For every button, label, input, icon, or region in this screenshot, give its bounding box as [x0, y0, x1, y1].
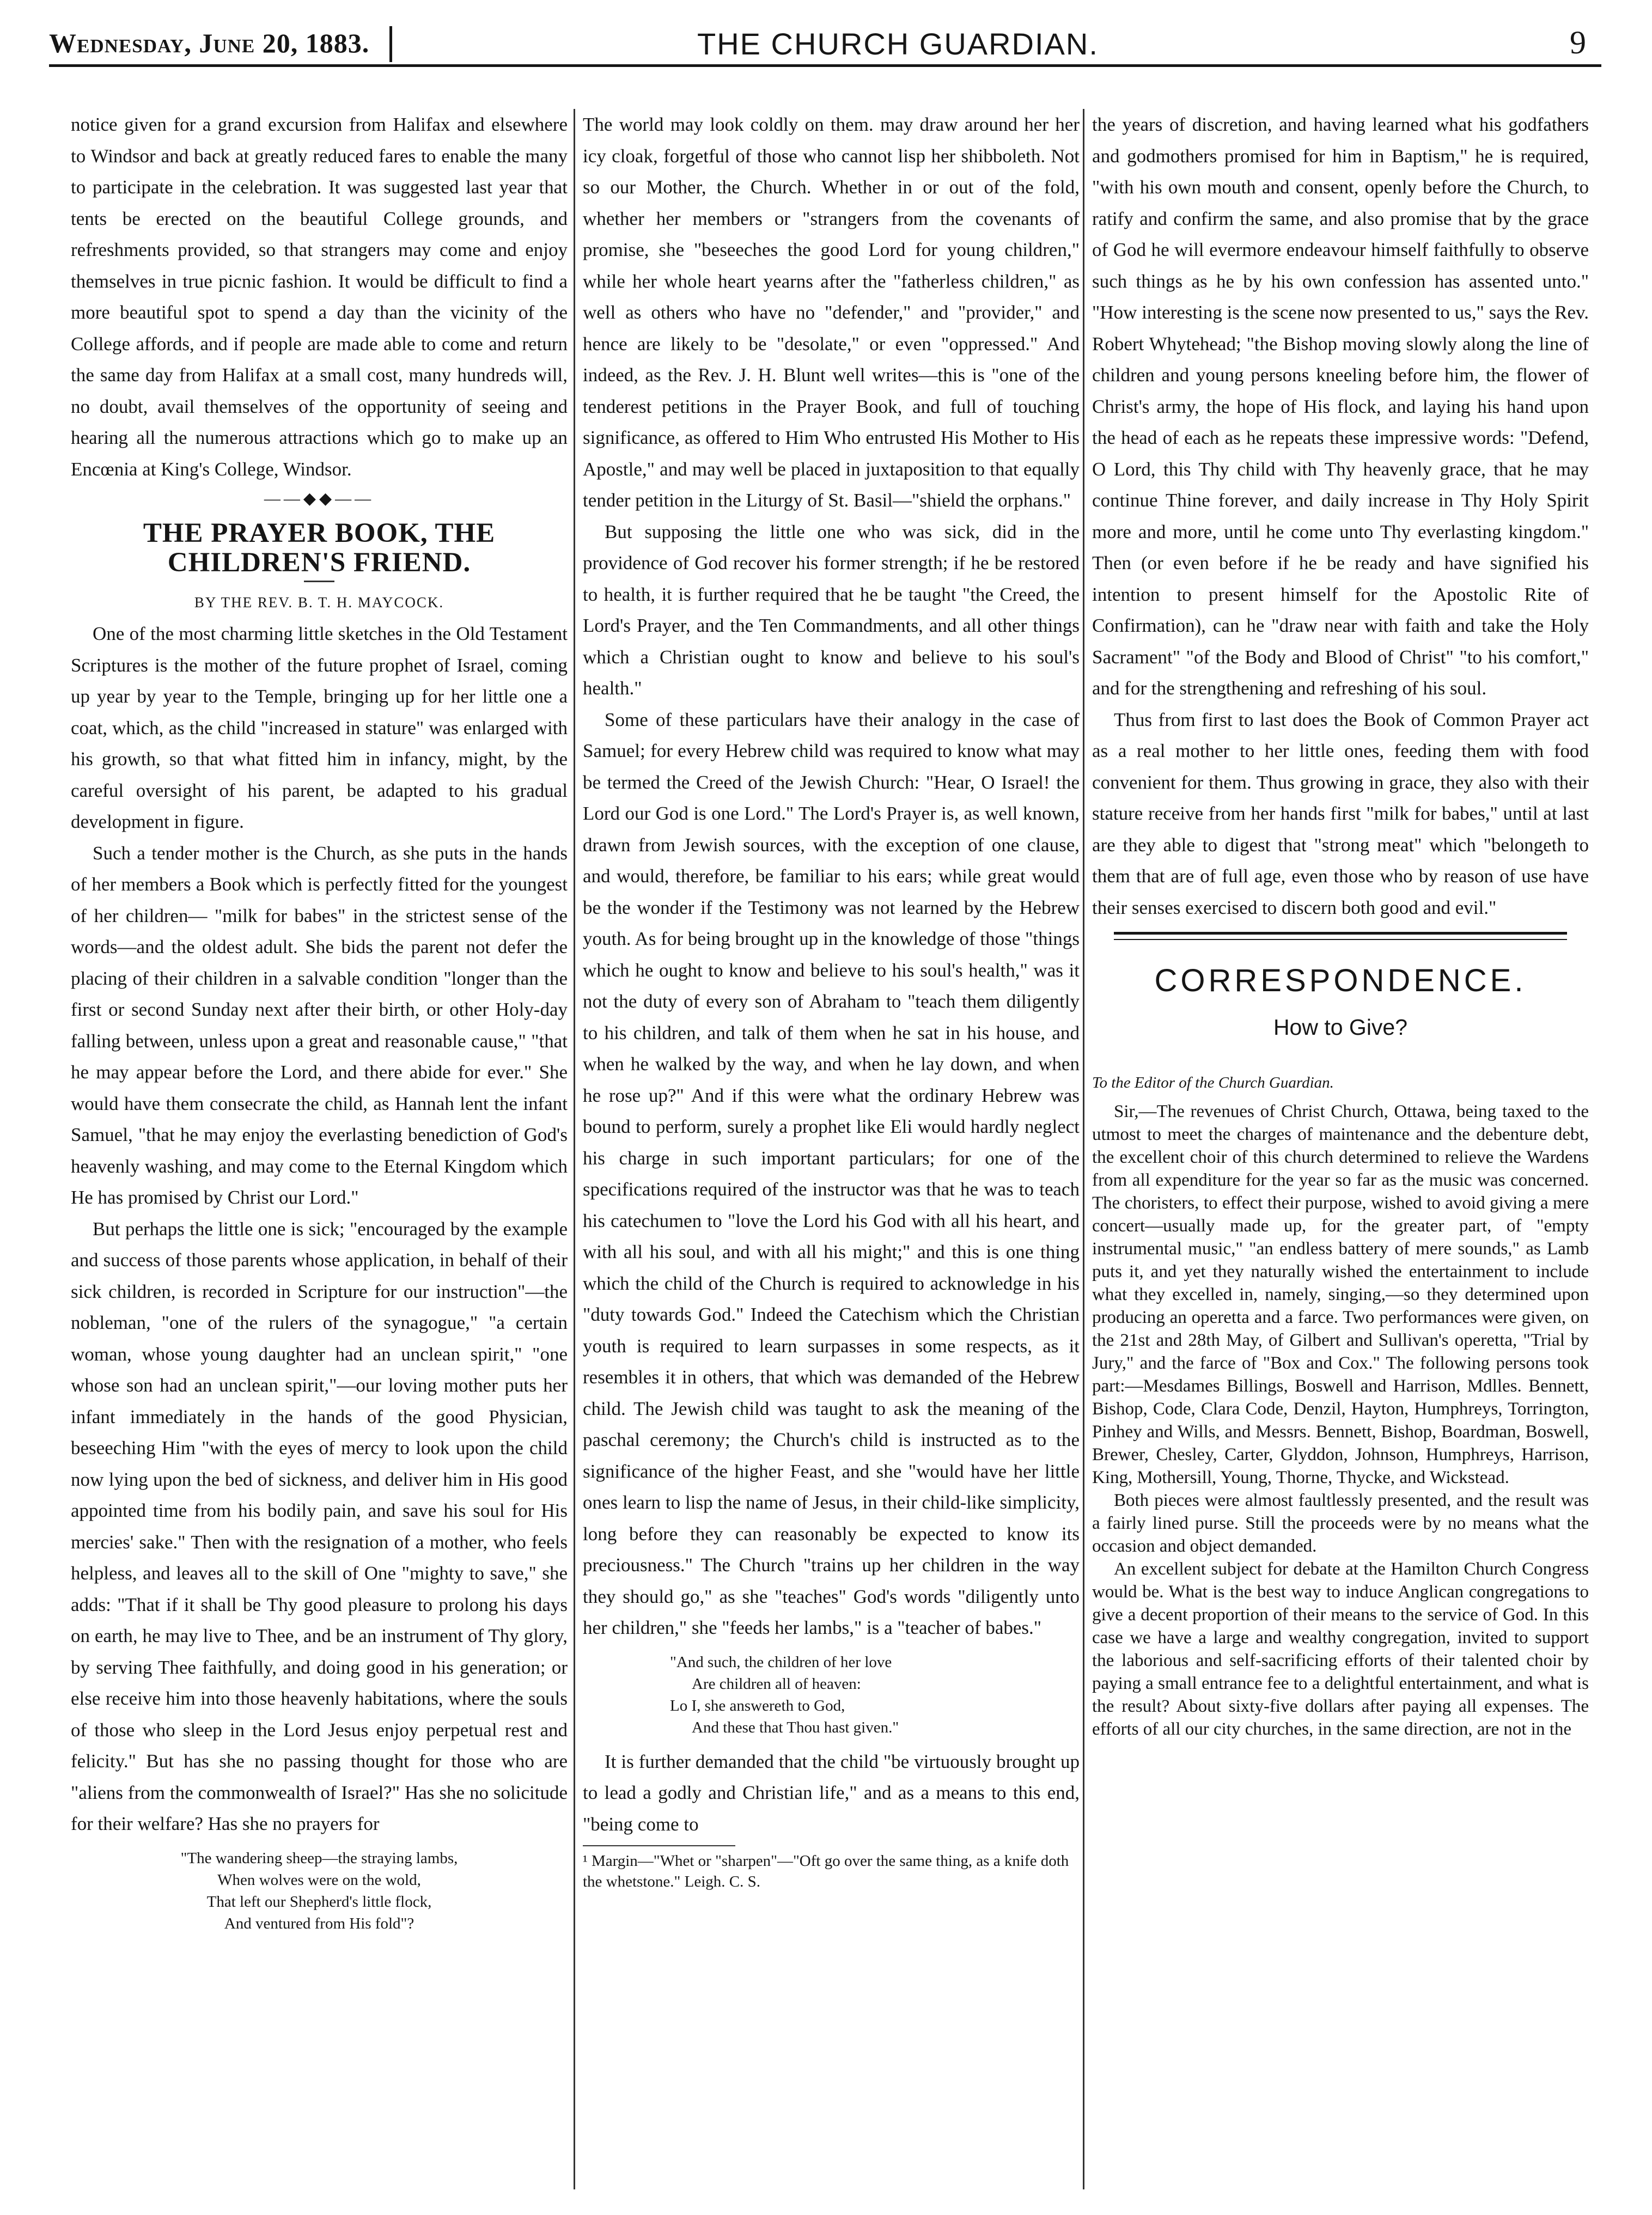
verse-line: That left our Shepherd's little flock, — [206, 1893, 432, 1911]
letter-heading: How to Give? — [1273, 1015, 1408, 1040]
article-paragraph: The world may look coldly on them. may draw around her her icy cloak, forgetful of those who cannot lisp her shibboleth. Not so our Mother, the Church. Whether in or out of the fold, whether her members or "strangers from the covenants of promise, she "beseeches the good Lord for young children," while her whole heart yearns after the "fatherless children," as well as others who have no "defender," and "provider," and hence are likely to be "desolate," or even "oppressed." And indeed, as the Rev. J. H. Blunt well writes—this is "one of the tenderest petitions in the Prayer Book, and full of touching significance, as offered to Him Who entrusted His Mother to His Apostle," and may well be placed in juxtaposition to that equally tender petition in the Liturgy of St. Basil—"shield the orphans." — [583, 114, 1080, 511]
letter-paragraph: An excellent subject for debate at the Hamilton Church Congress would be. What is the best way to induce Anglican congregations to give a decent proportion of their means to the service of God. In this case we have a large and wealthy congregation, invited to support the laborious and self-sacrificing efforts of their talented choir by paying a small entrance fee to a delightful entertainment, and what is the result? About sixty-five dollars after paying all expenses. The efforts of all our city churches, in the same direction, are not in the — [1092, 1559, 1589, 1739]
newspaper-title: THE CHURCH GUARDIAN. — [697, 27, 1099, 61]
article-paragraph: Such a tender mother is the Church, as she puts in the hands of her members a Book which is perfectly fitted for the youngest of her children— "milk for babes" in the strictest sense of the words—and the oldest adult. She bids the parent not defer the placing of their children in a salvable condition "longer than the first or second Sunday next after their birth, or other Holy-day falling between, unless upon a great and reasonable cause," "that he may appear before the Lord, and there abide for ever." She would have them consecrate the child, as Hannah lent the infant Samuel, "that he may enjoy the everlasting benediction of God's heavenly washing, and may come to the Eternal Kingdom which He has promised by Christ our Lord." — [71, 842, 568, 1208]
page-number: 9 — [1570, 25, 1586, 60]
section-rule-thin — [1114, 939, 1567, 940]
column-divider-2 — [1083, 109, 1084, 2189]
title-rule — [304, 581, 334, 582]
verse-line: Are children all of heaven: — [692, 1675, 861, 1693]
verse-line: And these that Thou hast given." — [692, 1718, 899, 1736]
footnote-rule — [583, 1845, 735, 1846]
section-heading: CORRESPONDENCE. — [1154, 963, 1527, 998]
verse-line: When wolves were on the wold, — [217, 1871, 421, 1889]
article-paragraph: It is further demanded that the child "be virtuously brought up to lead a godly and Christian life," and as a means to this end, "being come to — [583, 1750, 1080, 1835]
column-2 — [583, 109, 1080, 2195]
letter-paragraph: Sir,—The revenues of Christ Church, Ottawa, being taxed to the utmost to meet the charges of maintenance and the debenture debt, the excellent choir of this church determined to relieve the Wardens from all expenditure for the year so far as the music was concerned. The choristers, to effect their purpose, wished to avoid giving a mere concert—usually made up, for the greater part, of "empty instrumental music," "an endless battery of mere sounds," as Lamb puts it, and yet they naturally wished the entertainment to include what they excelled in, namely, singing,—so they determined upon producing an operetta and a farce. Two performances were given, on the 21st and 28th May, of Gilbert and Sullivan's operetta, "Trial by Jury," and the farce of "Box and Cox." The following persons took part:—Mesdames Billings, Boswell and Harrison, Mdlles. Bennett, Bishop, Code, Clara Code, Denzil, Hayton, Humphreys, Torrington, Pinhey and Wills, and Messrs. Bennett, Bishop, Boardman, Boswell, Brewer, Chesley, Carter, Glyddon, Johnson, Humphreys, Harrison, King, Mothersill, Young, Thorne, Thycke, and Wickstead. — [1092, 1102, 1589, 1487]
ornamental-rule: ——◆◆—— — [264, 490, 375, 508]
verse-line: "And such, the children of her love — [670, 1653, 892, 1671]
letter-salutation: To the Editor of the Church Guardian. — [1092, 1074, 1334, 1091]
issue-date: Wednesday, June 20, 1883. — [49, 28, 370, 58]
verse-line: Lo I, she answereth to God, — [670, 1697, 845, 1714]
verse-quote — [583, 1651, 1080, 1738]
verse-line: "The wandering sheep—the straying lambs, — [180, 1849, 458, 1867]
verse-quote — [71, 1847, 568, 1935]
encaenia-paragraph: notice given for a grand excursion from Halifax and elsewhere to Windsor and back at greatly reduced fares to enable the many to participate in the celebration. It was suggested last year that tents be erected on the beautiful College grounds, and refreshments provided, so that strangers may come and enjoy themselves in true picnic fashion. It would be difficult to find a more beautiful spot to spend a day than the vicinity of the College affords, and if people are made able to come and return the same day from Halifax at a small cost, many hundreds will, no doubt, avail themselves of the opportunity of seeing and hearing all the numerous attractions which go to make up an Encœnia at King's College, Windsor. — [71, 114, 568, 480]
byline: BY THE REV. B. T. H. MAYCOCK. — [194, 594, 444, 611]
footnote: ¹ Margin—"Whet or "sharpen"—"Oft go over the same thing, as a knife doth the whetstone." Leigh. C. S. — [583, 1852, 1069, 1890]
article-paragraph: Some of these particulars have their analogy in the case of Samuel; for every Hebrew child was required to know what may be termed the Creed of the Jewish Church: "Hear, O Israel! the Lord our God is one Lord." The Lord's Prayer is, as well known, drawn from Jewish sources, with the exception of one clause, and would, therefore, be familiar to his ears; while great would be the wonder if the Testimony was not learned by the Hebrew youth. As for being brought up in the knowledge of those "things which he ought to know and believe to his soul's health," was it not the duty of every son of Abraham to "teach them diligently to his children, and talk of them when he sat in his house, and when he walked by the way, and when he lay down, and when he rose up?" And if this were what the ordinary Hebrew was bound to perform, surely a prophet like Eli would hardly neglect his charge in such important particulars; for one of the specifications required of the instructor was that he was to teach his catechumen to "love the Lord his God with all his heart, and with all his soul, and with all his might;" and this is one thing which the child of the Church is required to acknowledge in his "duty towards God." Indeed the Catechism which the Christian youth is required to learn surpasses in some respects, as it resembles it in others, that which was demanded of the Hebrew child. The Jewish child was taught to ask the meaning of the paschal ceremony; the Church's child is instructed as to the significance of the higher Feast, and she "would have her little ones learn to lisp the name of Jesus, in their child-like simplicity, long before they can reasonably be expected to know its preciousness." The Church "trains up her children in the way they should go," as she "teaches" God's words "diligently unto her children," she "feeds her lambs," is a "teacher of babes." — [583, 709, 1080, 1638]
article-paragraph: the years of discretion, and having learned what his godfathers and godmothers promised for him in Baptism," he is required, "with his own mouth and consent, openly before the Church, to ratify and confirm the same, and also promise that by the grace of God he will evermore endeavour himself faithfully to observe such things as he by his own confession has assented unto." "How interesting is the scene now presented to us," says the Rev. Robert Whytehead; "the Bishop moving slowly along the line of children and young persons kneeling before him, the flower of Christ's army, the hope of His flock, and laying his hand upon the head of each as he repeats these impressive words: "Defend, O Lord, this Thy child with Thy heavenly grace, that he may continue Thine forever, and daily increase in Thy Holy Spirit more and more, until he come unto Thy everlasting kingdom." Then (or even before if he be ready and have signified his intention to present himself for the Apostolic Rite of Confirmation), can he "draw near with faith and take the Holy Sacrament" "of the Body and Blood of Christ" "to his comfort," and for the strengthening and refreshing of his soul. — [1092, 114, 1589, 699]
section-rule — [1114, 932, 1567, 935]
article-paragraph: But perhaps the little one is sick; "encouraged by the example and success of those parents whose application, in behalf of their sick children, is recorded in Scripture for our instruction"—the nobleman, "one of the rulers of the synagogue," "a certain woman, whose young daughter had an unclean spirit," "one whose son had an unclean spirit,"—our loving mother puts her infant immediately in the hands of the good Physician, beseeching Him "with the eyes of mercy to look upon the child now lying upon the bed of sickness, and deliver him in His good appointed time from his bodily pain, and save his soul for His mercies' sake." Then with the resignation of a mother, who feels helpless, and leaves all to the skill of One "mighty to save," she adds: "That if it shall be Thy good pleasure to prolong his days on earth, he may live to Thee, and be an instrument of Thy glory, by serving Thee faithfully, and doing good in his generation; or else receive him into those heavenly habitations, where the souls of those who sleep in the Lord Jesus enjoy perpetual rest and felicity." But has she no passing thought for those who are "aliens from the commonwealth of Israel?" Has she no solicitude for their welfare? Has she no prayers for — [71, 1218, 568, 1834]
article-paragraph: But supposing the little one who was sick, did in the providence of God recover his former strength; if he be restored to health, it is further required that he be taught "the Creed, the Lord's Prayer, and the Ten Commandments, and all other things which a Christian ought to know and believe to his soul's health." — [583, 521, 1080, 699]
running-header — [49, 21, 1601, 75]
article-title: THE PRAYER BOOK, THE CHILDREN'S FRIEND. — [143, 518, 496, 578]
header-rule — [49, 64, 1601, 67]
letter-paragraph: Both pieces were almost faultlessly presented, and the result was a fairly lined purse. Still the proceeds were by no means what the occasion and object demanded. — [1092, 1491, 1589, 1556]
article-paragraph: Thus from first to last does the Book of Common Prayer act as a real mother to her little ones, feeding them with food convenient for them. Thus growing in grace, they also with their stature receive from her hands first "milk for babes," until at last are they able to digest that "strong meat" which "belongeth to them that are of full age, even those who by reason of use have their senses exercised to discern both good and evil." — [1092, 709, 1589, 918]
article-paragraph: One of the most charming little sketches in the Old Testament Scriptures is the mother of the future prophet of Israel, coming up year by year to the Temple, bringing up for her little one a coat, which, as the child "increased in stature" was enlarged with his growth, so that what fitted him in infancy, might, by the careful oversight of his parent, be adapted to his gradual development in figure. — [71, 623, 568, 832]
column-3 — [1092, 109, 1589, 2195]
column-divider-1 — [574, 109, 575, 2189]
correspondence-letter — [1092, 1071, 1589, 1741]
verse-line: And ventured from His fold"? — [224, 1914, 414, 1932]
column-1 — [71, 109, 568, 2195]
header-divider — [389, 26, 392, 62]
